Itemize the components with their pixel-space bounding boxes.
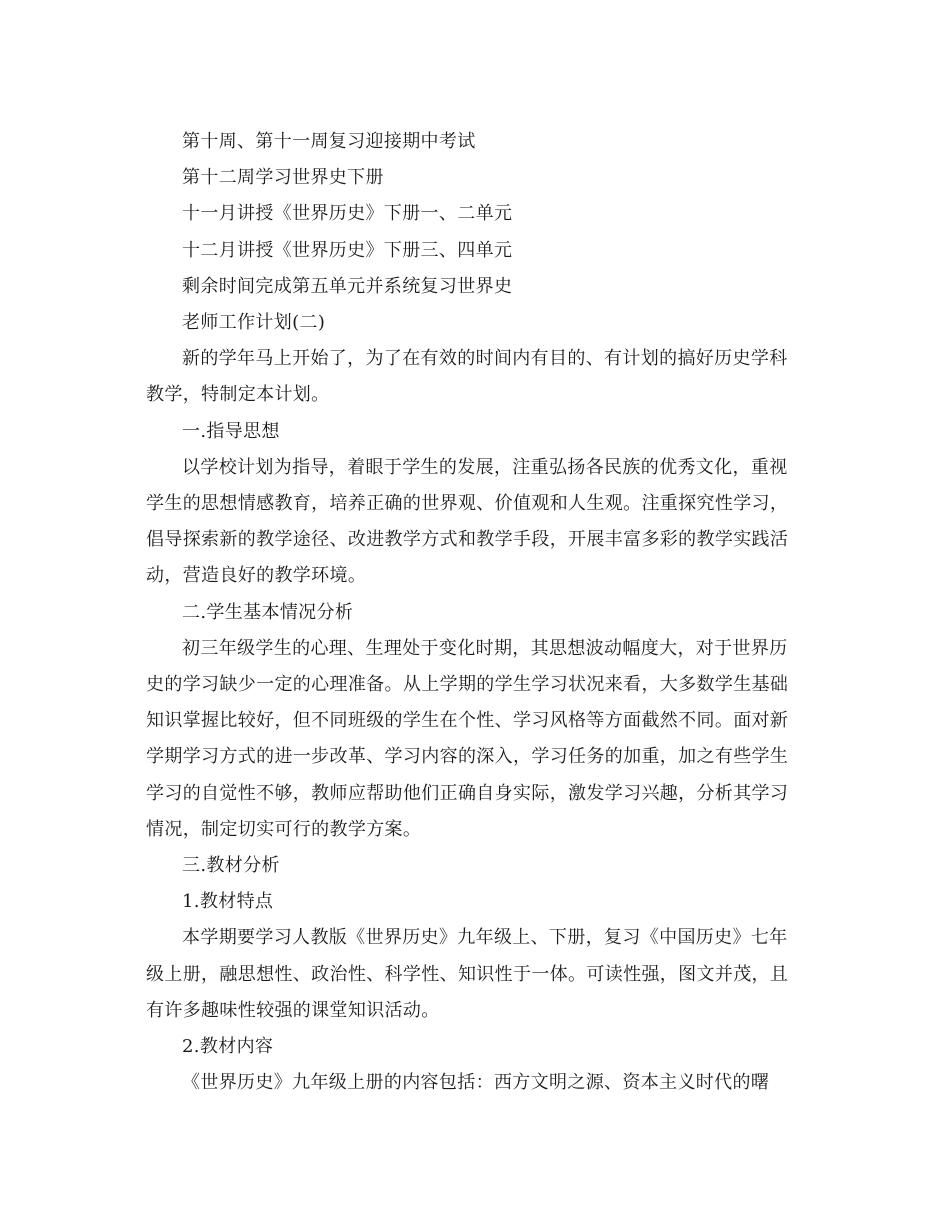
paragraph-week-10-11: 第十周、第十一周复习迎接期中考试 (182, 131, 476, 152)
heading-guiding-thought: 一.指导思想 (182, 420, 280, 442)
heading-textbook-content: 2.教材内容 (182, 1036, 274, 1058)
paragraph-november: 十一月讲授《世界历史》下册一、二单元 (182, 203, 513, 225)
heading-textbook-features: 1.教材特点 (182, 891, 274, 913)
paragraph-intro: 新的学年马上开始了，为了在有效的时间内有目的、有计划的搞好历史学科教学，特制定本计划。 (146, 348, 788, 406)
heading-textbook-analysis: 三.教材分析 (182, 855, 280, 877)
paragraph-remaining-time: 剩余时间完成第五单元并系统复习世界史 (182, 275, 513, 297)
paragraph-guiding-thought: 以学校计划为指导，着眼于学生的发展，注重弘扬各民族的优秀文化，重视学生的思想情感教育，培养正确的世界观、价值观和人生观。注重探究性学习，倡导探索新的教学途径、改进教学方式和教学手段，开展丰富多彩的教学实践活动，营造良好的教学环境。 (146, 456, 789, 587)
document-page (146, 124, 802, 1101)
paragraph-student-analysis: 初三年级学生的心理、生理处于变化时期，其思想波动幅度大，对于世界历史的学习缺少一定的心理准备。从上学期的学生学习状况来看，大多数学生基础知识掌握比较好，但不同班级的学生在个性、学习风格等方面截然不同。面对新学期学习方式的进一步改革、学习内容的深入，学习任务的加重，加之有些学生学习的自觉性不够，教师应帮助他们正确自身实际，激发学习兴趣，分析其学习情况，制定切实可行的教学方案。 (146, 637, 789, 840)
section-title-plan-2: 老师工作计划(二) (182, 312, 326, 334)
paragraph-textbook-features: 本学期要学习人教版《世界历史》九年级上、下册，复习《中国历史》七年级上册，融思想性、政治性、科学性、知识性于一体。可读性强，图文并茂，且有许多趣味性较强的课堂知识活动。 (146, 927, 789, 1021)
paragraph-december: 十二月讲授《世界历史》下册三、四单元 (182, 239, 513, 261)
paragraph-textbook-content: 《世界历史》九年级上册的内容包括：西方文明之源、资本主义时代的曙 (182, 1072, 770, 1094)
heading-student-analysis: 二.学生基本情况分析 (182, 601, 354, 623)
paragraph-week-12: 第十二周学习世界史下册 (182, 167, 384, 189)
